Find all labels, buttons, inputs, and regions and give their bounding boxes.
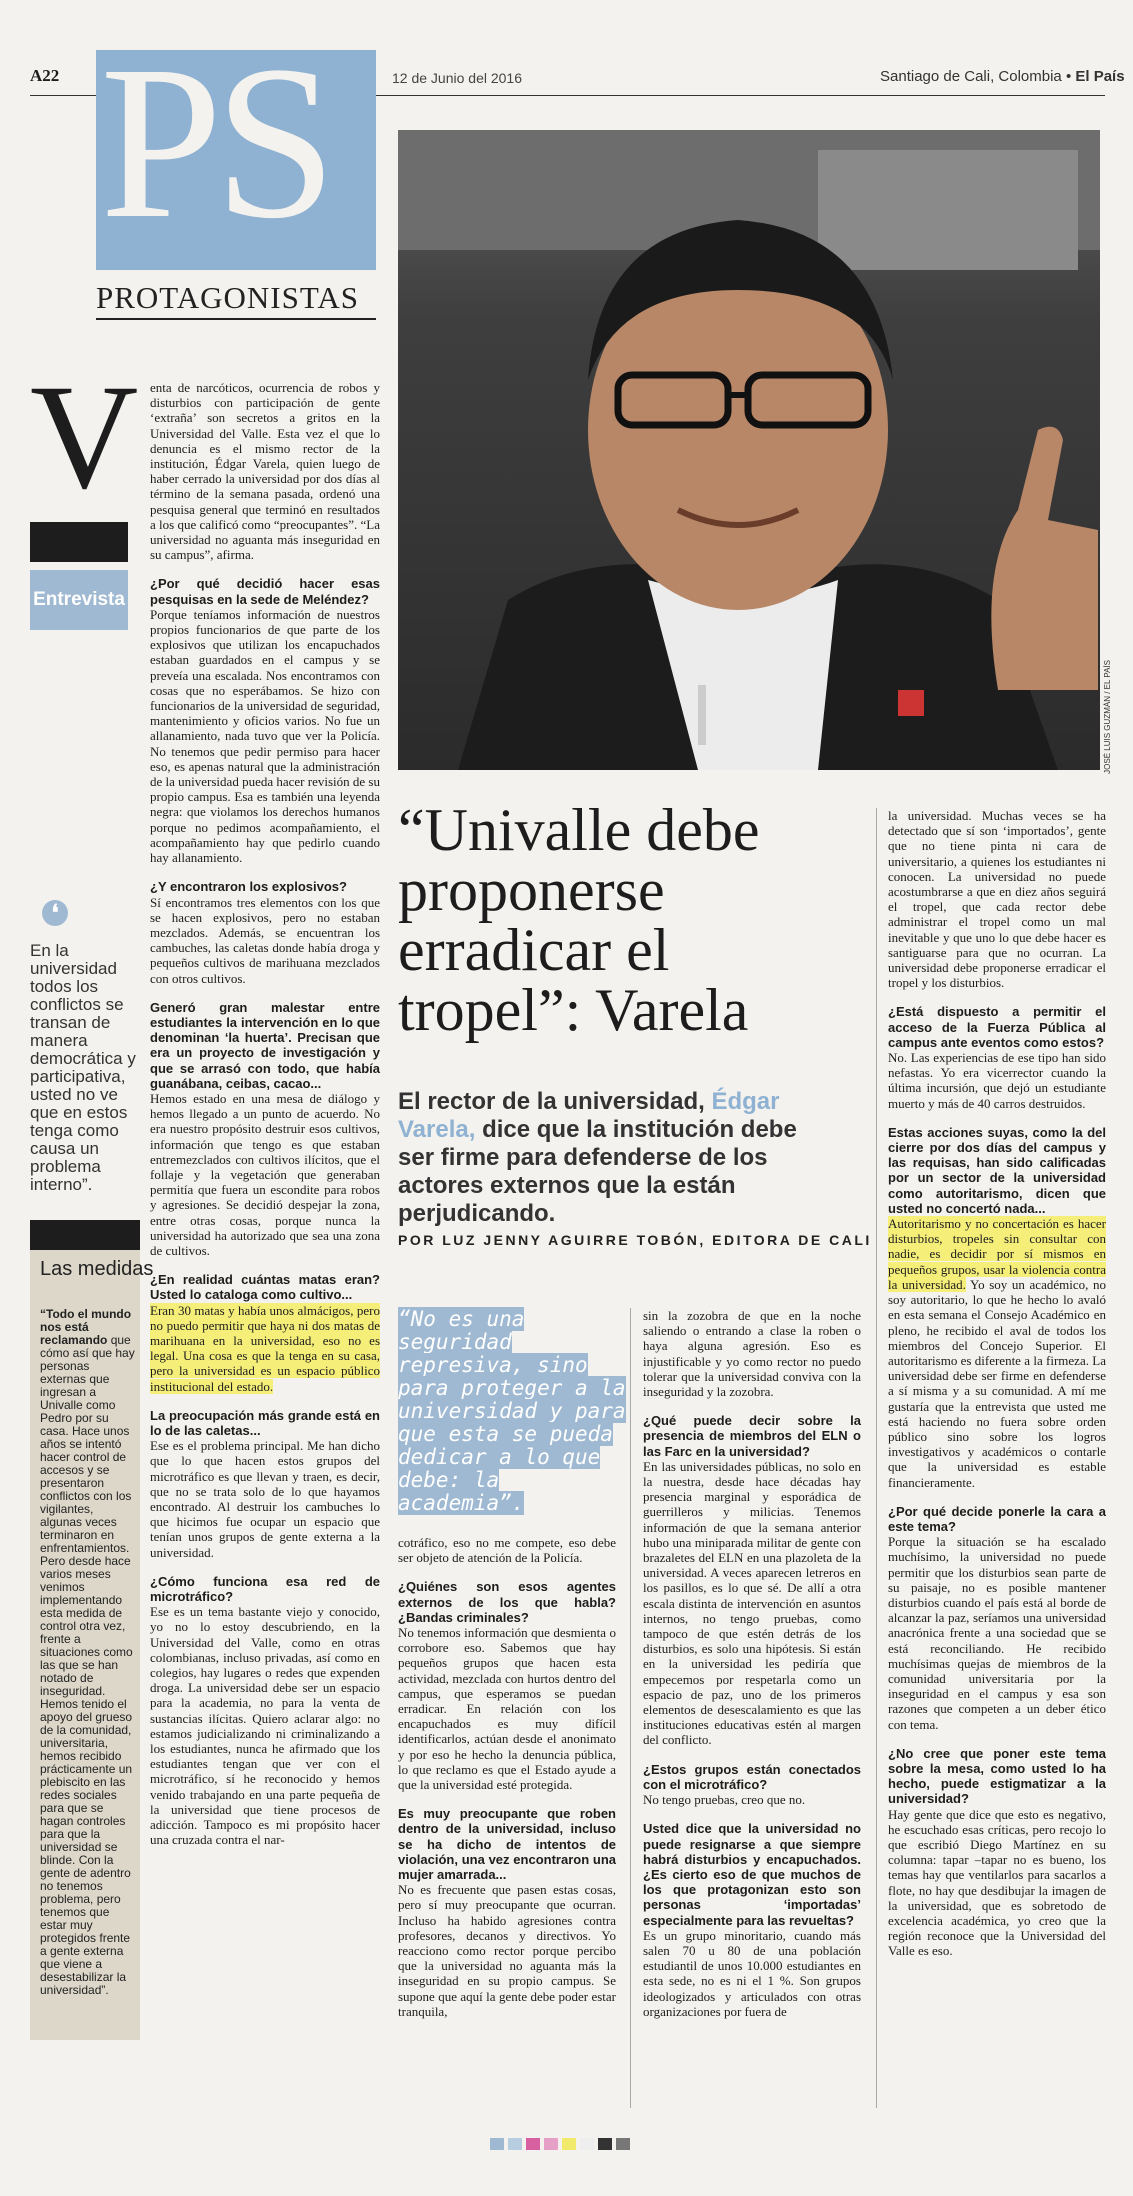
deck: El rector de la universidad, Édgar Varela, dice que la institución debe ser firme para defenderse de los actores externos que la están perjudicando. <box>398 1088 797 1227</box>
question: Usted dice que la universidad no puede resignarse a que siempre habrá disturbios y encapuchados. ¿Es cierto eso de que muchos de los que protagonizan esto son personas ‘importadas’ especialmente para las revueltas? <box>643 1821 861 1928</box>
answer-continued: cotráfico, eso no me compete, eso debe ser objeto de atención de la Policía. <box>398 1535 616 1566</box>
section-logo: PS <box>100 20 329 264</box>
article-column-4 <box>888 808 1106 1973</box>
question: ¿Por qué decidió hacer esas pesquisas en la sede de Meléndez? <box>150 576 380 607</box>
answer: Es un grupo minoritario, cuando más salen 70 u 80 de una población estudiantil de unos 10.000 estudiantes en esta sede, no es ni el 1 %. Son grupos ideologizados y articulados con otras organizaciones por fuera de <box>643 1927 861 2019</box>
drop-cap: V <box>30 354 139 520</box>
section-name: PROTAGONISTAS <box>96 280 359 315</box>
answer: Hay gente que dice que esto es negativo, he escuchado esas críticas, pero recojo lo que escribió Diego Martínez en su columna: tapar –tapar no es bueno, los temas hay que ventilarlos para sacarlos a flote, no hay que desdibujar la imagen de la universidad, que es sobretodo de excelencia académica, yo creo que la región reconoce que la Universidad del Valle es eso. <box>888 1806 1106 1959</box>
portrait-photo <box>398 130 1100 770</box>
side-quote: En la universidad todos los conflictos se transan de manera democrática y participativa, usted no ve que en estos tenga como causa un problema interno”. <box>30 941 136 1194</box>
answer: En las universidades públicas, no solo en la nuestra, desde hace décadas hay presencia marginal y esporádica de guerrilleros y milicias. Tenemos información de que la semana anterior hubo una miniparada militar de gente con brazaletes del ELN en una plazoleta de la universidad. A veces aparecen letreros en los pasillos, es lo que sé. De allí a otra escala distinta de intervención en asuntos internos, no tengo pruebas, como tampoco de que estén detrás de los disturbios, es solo una hipótesis. Si están en la universidad les pediría que empecemos por respetarla como un espacio de paz, uno de los primeros elementos de desescalamiento es que las instituciones educativas estén al margen del conflicto. <box>643 1458 861 1748</box>
publication-name: El País <box>1075 68 1125 85</box>
photo-credit: JOSÉ LUIS GUZMÁN / EL PAÍS <box>1103 660 1112 774</box>
highlighted-answer: Eran 30 matas y había unos almácigos, pero no puedo permitir que haya ni dos matas de marihuana en la universidad, eso no es legal. Una cosa es que la tenga en su casa, pero la universidad es un espacio público institucional del estado. <box>150 1302 380 1394</box>
article-column-3 <box>643 1308 861 2033</box>
medidas-title: Las medidas <box>40 1258 154 1280</box>
interview-tag: Entrevista <box>30 570 128 630</box>
deck-name: Édgar Varela, <box>398 1088 780 1143</box>
answer: Porque teníamos información de nuestros propios funcionarios de que parte de los explosivos que utilizan los encapuchados estaban guardados en el campus y se preveía una escalada. Nos encontramos con cosas que no esperábamos. Se hizo con funcionarios de la universidad de seguridad, mantenimiento y oficios varios. No fue un allanamiento, nada tuvo que ver la Policía. No tenemos que pedir permiso para hacer eso, es apenas natural que la administración de la universidad pueda hacer revisión de su propio campus. Esa es también una leyenda negra: que violamos los derechos humanos porque no pedimos acompañamiento, el acompañamiento hay que pedirlo cuando hay allanamiento. <box>150 606 380 866</box>
headline: “Univalle debe proponerse erradicar el tropel”: Varela <box>398 797 760 1043</box>
answer: Sí encontramos tres elementos con los que se hacen explosivos, pero no estaban mezclados. Además, se encuentran los cambuches, las caletas donde había droga y pequeños cultivos de marihuana mezclados con otros cultivos. <box>150 894 380 986</box>
question: ¿Estos grupos están conectados con el microtráfico? <box>643 1761 861 1792</box>
answer: Ese es un tema bastante viejo y conocido, yo no lo estoy descubriendo, en la Universidad del Valle, como en otras colombianas, incluso privadas, así como en colegios, hay lugares o redes que expenden droga. La universidad debe ser un espacio para la academia, no para la venta de sustancias ilícitas. Quiero aclarar algo: no estamos judicializando ni criminalizando a los estudiantes, nunca he afirmado que los estudiantes tengan que ver con el microtráfico, sí he reconocido y hemos venido trabajando en una parte pequeña de la universidad que tiene procesos de adicción. Tampoco es mi propósito hacer una cruzada contra el nar- <box>150 1604 380 1848</box>
question: ¿Por qué decide ponerle la cara a este tema? <box>888 1503 1106 1534</box>
question: Estas acciones suyas, como la del cierre por dos días del campus y las requisas, han sido calificadas por un sector de la universidad como autoritarismo, dicen que usted no concertó nada... <box>888 1124 1106 1216</box>
page-number: A22 <box>30 66 60 85</box>
answer: Hemos estado en una mesa de diálogo y hemos llegado a un punto de acuerdo. No era nuestro propósito destruir esos cultivos, información que tengo es que estaban entremezclados con cultivos ilícitos, que el follaje y la vegetación que generaban permitía que fuera un escondite para robos y agresiones. Se decidió despejar la zona, entre otras cosas, porque nunca la universidad ha autorizado que sea una zona de cultivos. <box>150 1090 380 1258</box>
question: ¿Qué puede decir sobre la presencia de miembros del ELN o las Farc en la universidad? <box>643 1413 861 1459</box>
answer: Porque la situación se ha escalado muchísimo, la universidad no puede permitir que los disturbios sean parte de su paisaje, no es posible mantener disturbios cuando el país está al borde de alcanzar la paz, seríamos una universidad anacrónica frente a una sociedad que se está reconciliando. He recibido muchísimas quejas de miembros de la comunidad universitaria por la inseguridad en el campus y esa son razones que competen a un deber ético con tema. <box>888 1534 1106 1732</box>
question: ¿Está dispuesto a permitir el acceso de la Fuerza Pública al campus ante eventos como estos? <box>888 1004 1106 1050</box>
column-rule <box>630 1308 631 2108</box>
answer: Ese es el problema principal. Me han dicho que lo que hacen estos grupos del microtráfico es que llevan y traen, es decir, que no se trata solo de lo que hayamos encontrado. Al destruir los cambuches lo que hicimos fue ocupar un espacio que tenían unos grupos de gente externa a la universidad. <box>150 1438 380 1560</box>
pull-quote: “No es una seguridad represiva, sino para proteger a la universidad y para que esta se pueda dedicar a lo que debe: la academia”. <box>398 1307 626 1515</box>
answer-continued: la universidad. Muchas veces se ha detectado que sí son ‘importados’, gente que no tiene pinta ni cara de universitario, a quienes los estudiantes ni conocen. La universidad no puede acostumbrarse a que en diez años seguirá el tropel, que cada rector debe administrar el tropel como un mal inevitable y que uno lo que debe hacer es santiguarse para que no ocurran. La universidad debe proponerse erradicar el tropel y los disturbios. <box>888 808 1106 991</box>
medidas-text <box>40 1308 138 1997</box>
answer: No es frecuente que pasen estas cosas, pero sí muy preocupante que ocurran. Incluso ha habido agresiones contra profesores, decanos y directivos. Yo reacciono como rector porque percibo que la universidad no aguanta más la inseguridad en su propio campus. Se supone que aquí la gente debe poder estar tranquila, <box>398 1882 616 2019</box>
quote-icon: ❛ <box>42 900 68 926</box>
answer-continued: sin la zozobra de que en la noche saliendo o entrando a clase la roben o haya alguna agresión. Eso es injustificable y yo como rector no puedo tolerar que la universidad conviva con la inseguridad y la zozobra. <box>643 1308 861 1400</box>
medidas-body: que cómo así que hay personas externas que ingresan a Univalle como Pedro por su casa. Hace unos años se intentó hacer control de accesos y se presentaron conflictos con los vigilantes, algunas veces terminaron en enfrentamientos. Pero desde hace varios meses venimos implementando esta medida de control otra vez, frente a situaciones como las que se han notado de inseguridad. Hemos tenido el apoyo del grueso de la comunidad, universitaria, hemos recibido prácticamente un plebiscito en las redes sociales para que se hagan controles para que la universidad se blinde. Con la gente de adentro no tenemos problema, pero tenemos que estar muy protegidos frente a gente externa que viene a desestabilizar la universidad”. <box>40 1333 135 1997</box>
portrait-illustration <box>398 130 1100 770</box>
highlighted-answer: Autoritarismo y no concertación es hacer disturbios, tropeles sin consultar con nadie, es decidir por sí mismos en pequeños grupos, usar la violencia contra la universidad. <box>888 1216 1106 1292</box>
section-rule <box>96 318 376 320</box>
article-lead: enta de narcóticos, ocurrencia de robos y disturbios con participación de gente ‘extraña’ son secretos a gritos en la Universidad del Valle. Esta vez el que lo denuncia es el mismo rector de la institución, Édgar Varela, quien luego de haber cerrado la universidad por dos días al término de la semana pasada, ordenó una pesquisa general que terminó en resultados a los que calificó como “preocupantes”. “La universidad no aguanta más inseguridad en su campus”, afirma. <box>150 380 380 563</box>
article-column-2 <box>398 1535 616 2033</box>
question: ¿Cómo funciona esa red de microtráfico? <box>150 1573 380 1605</box>
question: ¿Quiénes son esos agentes externos de los que habla? ¿Bandas criminales? <box>398 1579 616 1625</box>
medidas-bar <box>30 1220 140 1250</box>
answer: No tenemos información que desmienta o corrobore eso. Sabemos que hay pequeños grupos que hacen esta actividad, mezclada con hurtos dentro del campus, que esperamos se puedan erradicar. En relación con los encapuchados es muy difícil identificarlos, actúan desde el anonimato y por eso he hecho la denuncia pública, lo que reclamo es que el Estado ayude a que la universidad esté protegida. <box>398 1625 616 1793</box>
publication-date: 12 de Junio del 2016 <box>392 70 522 86</box>
answer: No tengo pruebas, creo que no. <box>643 1792 806 1808</box>
byline: POR LUZ JENNY AGUIRRE TOBÓN, EDITORA DE CALI <box>398 1232 872 1248</box>
question: La preocupación más grande está en lo de las caletas... <box>150 1407 380 1438</box>
question: ¿En realidad cuántas matas eran? Usted lo cataloga como cultivo... <box>150 1272 380 1303</box>
question: Generó gran malestar entre estudiantes la intervención en lo que denominan ‘la huerta’. Precisan que era un proyecto de investigación y que se arrasó con todo, que había guanábana, ceibas, cacao... <box>150 999 380 1091</box>
question: ¿No cree que poner este tema sobre la mesa, como usted lo ha hecho, puede estigmatizar a la universidad? <box>888 1745 1106 1807</box>
tag-bar <box>30 522 128 562</box>
print-color-marks <box>490 2138 630 2150</box>
question: ¿Y encontraron los explosivos? <box>150 879 347 895</box>
medidas-lead: “Todo el mundo nos está reclamando <box>40 1307 132 1347</box>
answer: Yo soy un académico, no soy autoritario, lo que he hecho lo avaló en esta semana el Consejo Académico en pleno, he recibido el aval de todos los miembros del Concejo Superior. El autoritarismo es diferente a la firmeza. La universidad debe ser firme en defenderse a sí misma y a su comunidad. A mí me gustaría que la entrevista que usted me está haciendo no fuera sobre orden público sino sobre los logros investigativos y académicos o contarle que la universidad es estable financieramente. <box>888 1276 1106 1490</box>
question: Es muy preocupante que roben dentro de la universidad, incluso se ha dicho de intentos de violación, una vez encontraron una mujer amarrada... <box>398 1806 616 1883</box>
answer: No. Las experiencias de ese tipo han sido nefastas. Yo era vicerrector cuando la última incursión, que dejó un estudiante muerto y más de 40 carros destruidos. <box>888 1050 1106 1111</box>
publication-location: Santiago de Cali, Colombia • El País <box>880 68 1125 85</box>
column-rule <box>876 808 877 2108</box>
article-column-1 <box>150 380 380 1861</box>
